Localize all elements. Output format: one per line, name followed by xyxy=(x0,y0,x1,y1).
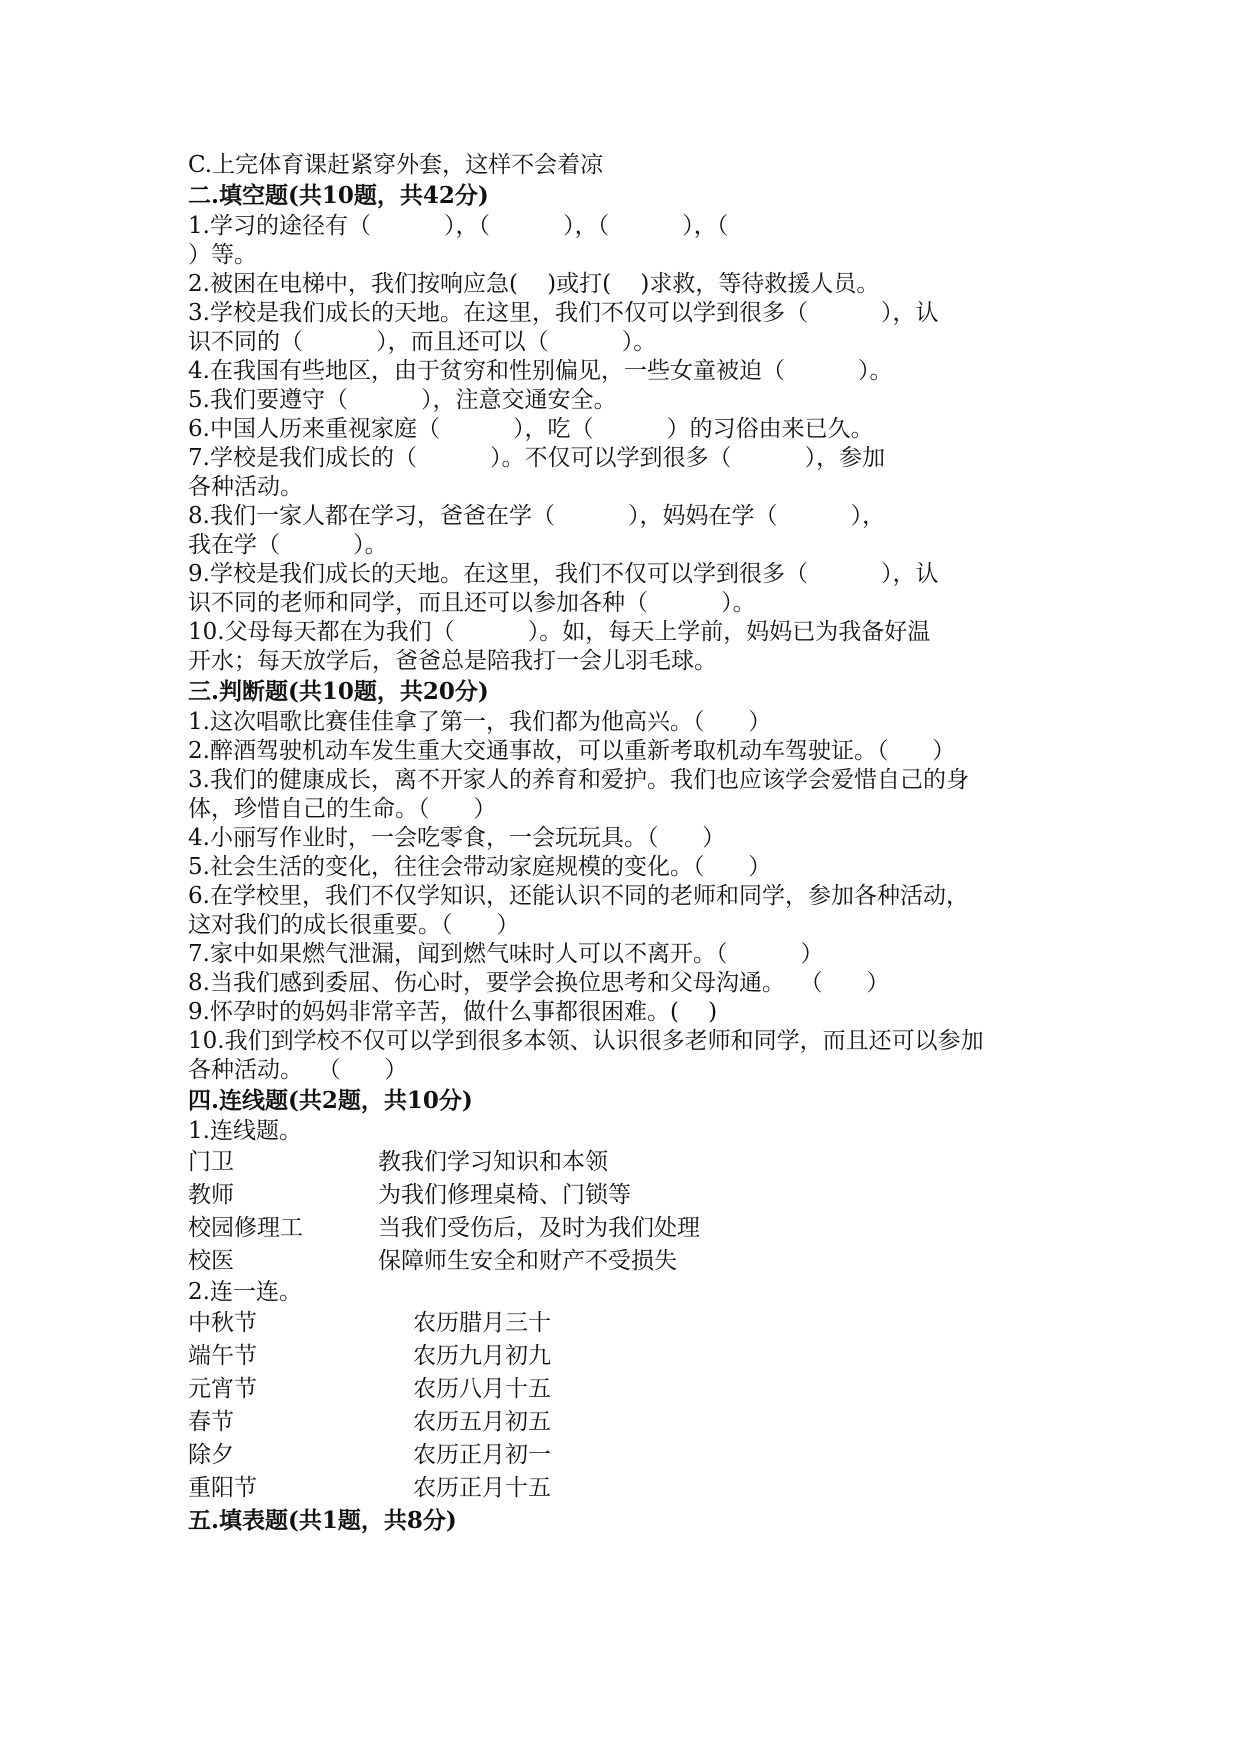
match-left: 重阳节 xyxy=(188,1475,257,1501)
fill-line: 1.学习的途径有（ ），（ ），（ ），（ xyxy=(188,213,729,239)
judge-line: 9.怀孕时的妈妈非常辛苦，做什么事都很困难。( ) xyxy=(188,999,718,1025)
fill-line: ）等。 xyxy=(188,242,257,268)
match-row xyxy=(188,1212,1068,1245)
worksheet-content xyxy=(188,151,1068,1537)
match-q2-table xyxy=(188,1307,1068,1505)
match-row xyxy=(188,1373,1068,1406)
match-right: 农历腊月三十 xyxy=(413,1310,551,1336)
section-title-table: 五.填表题(共1题，共8分) xyxy=(188,1507,457,1534)
match-q1-label: 1.连线题。 xyxy=(188,1118,302,1144)
fill-line: 识不同的老师和同学，而且还可以参加各种（ ）。 xyxy=(188,590,756,616)
fill-line: 各种活动。 xyxy=(188,474,303,500)
match-left: 校园修理工 xyxy=(188,1215,303,1241)
fill-line: 开水；每天放学后，爸爸总是陪我打一会儿羽毛球。 xyxy=(188,648,717,674)
match-left: 元宵节 xyxy=(188,1376,257,1402)
judge-line: 这对我们的成长很重要。（ ） xyxy=(188,912,520,938)
match-right: 农历五月初五 xyxy=(413,1409,551,1435)
match-left: 除夕 xyxy=(188,1442,234,1468)
match-right: 教我们学习知识和本领 xyxy=(378,1149,608,1175)
fill-line: 7.学校是我们成长的（ ）。不仅可以学到很多（ ），参加 xyxy=(188,445,886,471)
match-row xyxy=(188,1245,1068,1278)
section-title-judge: 三.判断题(共10题，共20分) xyxy=(188,678,489,705)
match-right: 农历八月十五 xyxy=(413,1376,551,1402)
match-left: 教师 xyxy=(188,1182,234,1208)
judge-line: 1.这次唱歌比赛佳佳拿了第一，我们都为他高兴。（ ） xyxy=(188,709,772,735)
fill-line: 我在学（ ）。 xyxy=(188,532,388,558)
match-row xyxy=(188,1307,1068,1340)
match-q2-label: 2.连一连。 xyxy=(188,1279,302,1305)
judge-line: 2.醉酒驾驶机动车发生重大交通事故，可以重新考取机动车驾驶证。（ ） xyxy=(188,738,956,764)
match-right: 为我们修理桌椅、门锁等 xyxy=(378,1182,631,1208)
match-row xyxy=(188,1340,1068,1373)
fill-line: 3.学校是我们成长的天地。在这里，我们不仅可以学到很多（ ），认 xyxy=(188,300,939,326)
match-right: 保障师生安全和财产不受损失 xyxy=(378,1248,677,1274)
judge-line: 7.家中如果燃气泄漏，闻到燃气味时人可以不离开。（ ） xyxy=(188,941,824,967)
match-left: 端午节 xyxy=(188,1343,257,1369)
match-row xyxy=(188,1179,1068,1212)
fill-line: 4.在我国有些地区，由于贫穷和性别偏见，一些女童被迫（ ）。 xyxy=(188,358,893,384)
fill-line: 6.中国人历来重视家庭（ ），吃（ ）的习俗由来已久。 xyxy=(188,416,874,442)
fill-questions xyxy=(188,212,1068,676)
match-left: 春节 xyxy=(188,1409,234,1435)
judge-line: 5.社会生活的变化，往往会带动家庭规模的变化。（ ） xyxy=(188,854,772,880)
match-right: 农历正月初一 xyxy=(413,1442,551,1468)
judge-line: 各种活动。 （ ） xyxy=(188,1057,408,1083)
match-right: 当我们受伤后，及时为我们处理 xyxy=(378,1215,700,1241)
judge-line: 4.小丽写作业时，一会吃零食，一会玩玩具。（ ） xyxy=(188,825,726,851)
fill-line: 10.父母每天都在为我们（ ）。如，每天上学前，妈妈已为我备好温 xyxy=(188,619,931,645)
judge-line: 6.在学校里，我们不仅学知识，还能认识不同的老师和同学，参加各种活动， xyxy=(188,883,969,909)
match-right: 农历九月初九 xyxy=(413,1343,551,1369)
judge-line: 10.我们到学校不仅可以学到很多本领、认识很多老师和同学，而且还可以参加 xyxy=(188,1028,984,1054)
fill-line: 8.我们一家人都在学习，爸爸在学（ ），妈妈在学（ ）， xyxy=(188,503,886,529)
fill-line: 9.学校是我们成长的天地。在这里，我们不仅可以学到很多（ ），认 xyxy=(188,561,939,587)
judge-line: 8.当我们感到委屈、伤心时，要学会换位思考和父母沟通。 （ ） xyxy=(188,970,890,996)
judge-line: 3.我们的健康成长，离不开家人的养育和爱护。我们也应该学会爱惜自己的身 xyxy=(188,767,969,793)
match-right: 农历正月十五 xyxy=(413,1475,551,1501)
fill-line: 2.被困在电梯中，我们按响应急( )或打( )求救，等待救援人员。 xyxy=(188,271,880,297)
match-row xyxy=(188,1472,1068,1505)
match-left: 校医 xyxy=(188,1248,234,1274)
match-left: 门卫 xyxy=(188,1149,234,1175)
match-left: 中秋节 xyxy=(188,1310,257,1336)
match-row xyxy=(188,1439,1068,1472)
option-c: C.上完体育课赶紧穿外套，这样不会着凉 xyxy=(188,152,604,178)
section-title-match: 四.连线题(共2题，共10分) xyxy=(188,1087,473,1114)
match-q1-table xyxy=(188,1146,1068,1278)
match-row xyxy=(188,1146,1068,1179)
judge-questions xyxy=(188,708,1068,1085)
judge-line: 体，珍惜自己的生命。（ ） xyxy=(188,796,497,822)
fill-line: 识不同的（ ），而且还可以（ ）。 xyxy=(188,329,657,355)
section-title-fill: 二.填空题(共10题，共42分) xyxy=(188,182,489,209)
fill-line: 5.我们要遵守（ ），注意交通安全。 xyxy=(188,387,617,413)
match-row xyxy=(188,1406,1068,1439)
